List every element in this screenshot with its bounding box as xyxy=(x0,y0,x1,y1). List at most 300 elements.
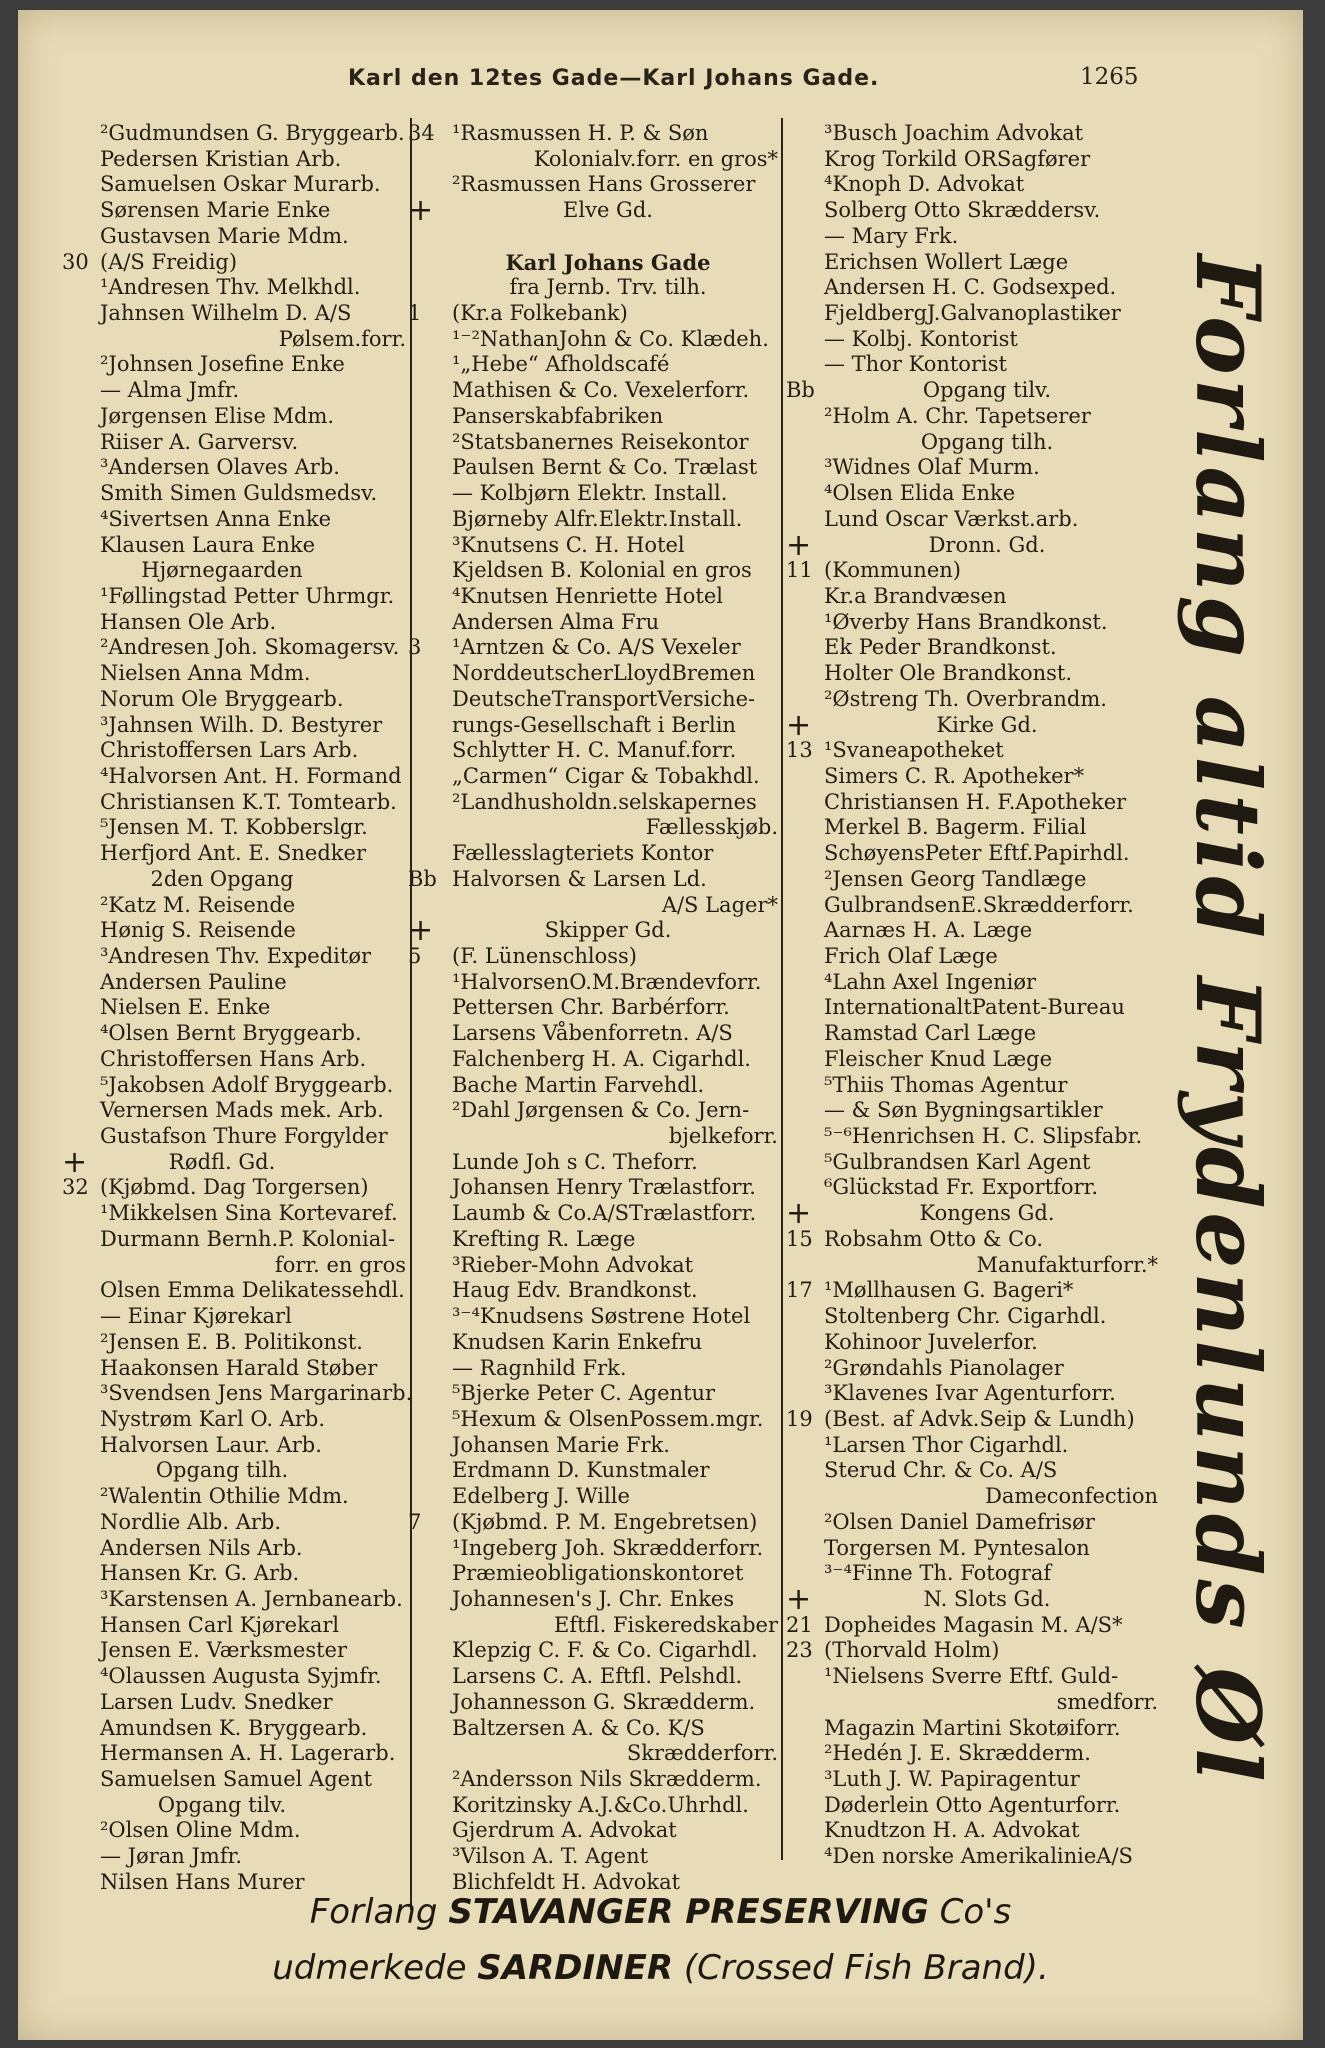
entry-text: — Kolbjørn Elektr. Install. xyxy=(452,481,728,506)
directory-entry xyxy=(38,147,406,173)
directory-entry xyxy=(408,1330,778,1356)
directory-entry xyxy=(38,1144,406,1180)
directory-entry xyxy=(38,1510,406,1536)
house-number: 1 xyxy=(408,301,422,326)
directory-entry xyxy=(408,1587,778,1613)
directory-entry xyxy=(38,815,406,841)
entry-text: Hansen Kr. G. Arb. xyxy=(100,1561,300,1586)
entry-text: ³Knutsens C. H. Hotel xyxy=(452,532,685,557)
directory-entry xyxy=(786,1716,1158,1742)
directory-entry xyxy=(38,455,406,481)
house-number: 19 xyxy=(786,1406,813,1431)
entry-text: Andersen Nils Arb. xyxy=(100,1535,303,1560)
entry-text: Panserskabfabriken xyxy=(452,403,664,428)
entry-text: Johannesen's J. Chr. Enkes xyxy=(452,1586,735,1611)
entry-text: Dameconfection xyxy=(985,1484,1158,1509)
entry-text: Solberg Otto Skræddersv. xyxy=(824,198,1101,223)
bottom-ad-brand: STAVANGER PRESERVING xyxy=(448,1892,929,1932)
bottom-ad-line-1 xyxy=(18,1892,1303,1932)
directory-entry xyxy=(408,635,778,661)
entry-text: ⁴Knoph D. Advokat xyxy=(824,172,1025,197)
directory-entry xyxy=(38,610,406,636)
entry-text: ²Olsen Oline Mdm. xyxy=(100,1818,301,1843)
entry-text: DeutscheTransportVersiche- xyxy=(452,686,756,711)
directory-entry xyxy=(38,687,406,713)
entry-text: (Kommunen) xyxy=(824,558,961,583)
entry-text: Nordlie Alb. Arb. xyxy=(100,1509,282,1534)
directory-entry xyxy=(408,790,778,816)
directory-entry xyxy=(38,790,406,816)
entry-text: (F. Lünenschloss) xyxy=(452,944,637,968)
directory-entry xyxy=(786,918,1158,944)
directory-entry xyxy=(38,1613,406,1639)
directory-entry xyxy=(786,1561,1158,1587)
entry-text: Erdmann D. Kunstmaler xyxy=(452,1458,710,1483)
entry-text: ¹Svaneapotheket xyxy=(824,738,1004,763)
entry-text: ³Rieber-Mohn Advokat xyxy=(452,1252,694,1277)
entry-text: Jensen E. Værksmester xyxy=(100,1638,347,1663)
entry-text: Ramstad Carl Læge xyxy=(824,1021,1037,1046)
entry-text: ⁵Thiis Thomas Agentur xyxy=(824,1072,1068,1097)
entry-text: ⁵Jakobsen Adolf Bryggearb. xyxy=(100,1072,394,1097)
directory-entry xyxy=(38,918,406,944)
directory-entry xyxy=(786,1818,1158,1844)
directory-entry xyxy=(408,404,778,430)
street-crossing-mark: + xyxy=(408,913,434,949)
directory-entry xyxy=(38,1587,406,1613)
directory-entry xyxy=(38,1664,406,1690)
directory-entry xyxy=(408,193,778,229)
entry-text: Christiansen K.T. Tomtearb. xyxy=(100,789,397,814)
directory-entry xyxy=(38,1793,406,1819)
entry-text: (Thorvald Holm) xyxy=(824,1638,1000,1663)
directory-entry xyxy=(786,841,1158,867)
entry-text: (Best. af Advk.Seip & Lundh) xyxy=(824,1406,1135,1431)
directory-entry xyxy=(786,1844,1158,1870)
entry-text: NorddeutscherLloydBremen xyxy=(452,661,756,686)
directory-entry xyxy=(38,1278,406,1304)
entry-text: Hansen Ole Arb. xyxy=(100,609,277,634)
page-header xyxy=(18,58,1303,98)
directory-entry xyxy=(408,1844,778,1870)
entry-text: ¹⁻²NathanJohn & Co. Klædeh. xyxy=(452,326,769,351)
entry-text: Skipper Gd. xyxy=(544,918,672,943)
house-number: 34 xyxy=(408,121,435,145)
house-number: Bb xyxy=(408,866,437,891)
directory-entry xyxy=(786,558,1158,584)
directory-entry xyxy=(408,1407,778,1433)
bottom-ad-line2-pre: udmerkede xyxy=(272,1948,478,1988)
entry-text: smedforr. xyxy=(1056,1689,1158,1714)
entry-text: Lunde Joh s C. Theforr. xyxy=(452,1149,698,1174)
directory-entry xyxy=(408,1767,778,1793)
directory-entry xyxy=(38,1433,406,1459)
directory-entry xyxy=(408,584,778,610)
house-number: 13 xyxy=(786,738,813,763)
entry-text: Magazin Martini Skotøiforr. xyxy=(824,1715,1121,1740)
directory-entry xyxy=(408,1356,778,1382)
directory-entry xyxy=(786,1433,1158,1459)
entry-text: Jahnsen Wilhelm D. A/S xyxy=(100,301,352,326)
entry-text: ⁵⁻⁶Henrichsen H. C. Slipsfabr. xyxy=(824,1124,1143,1149)
directory-entry xyxy=(38,558,406,584)
bottom-ad-line-2 xyxy=(18,1948,1303,1988)
directory-entry xyxy=(38,404,406,430)
entry-text: (Kjøbmd. Dag Torgersen) xyxy=(100,1175,369,1200)
directory-entry xyxy=(38,507,406,533)
directory-entry xyxy=(786,1124,1158,1150)
entry-text: Pettersen Chr. Barbérforr. xyxy=(452,995,730,1020)
directory-entry xyxy=(786,610,1158,636)
entry-text: ³Vilson A. T. Agent xyxy=(452,1844,649,1869)
entry-text: Lund Oscar Værkst.arb. xyxy=(824,506,1079,531)
entry-text: „Carmen“ Cigar & Tobakhdl. xyxy=(452,763,760,788)
street-crossing-mark: + xyxy=(62,1144,88,1180)
entry-text: ¹Ingeberg Joh. Skrædderforr. xyxy=(452,1535,764,1560)
entry-text: forr. en gros xyxy=(274,1252,406,1277)
entry-text: ³Andresen Thv. Expeditør xyxy=(100,944,372,968)
directory-entry xyxy=(786,867,1158,893)
entry-text: ¹Andresen Thv. Melkhdl. xyxy=(100,275,361,300)
directory-entry xyxy=(786,507,1158,533)
directory-entry xyxy=(408,841,778,867)
entry-text: Døderlein Otto Agenturforr. xyxy=(824,1792,1121,1817)
entry-text: Baltzersen A. & Co. K/S xyxy=(452,1715,705,1740)
entry-text: ⁴Knutsen Henriette Hotel xyxy=(452,583,723,608)
entry-text: (Kr.a Folkebank) xyxy=(452,301,628,326)
entry-text: Kongens Gd. xyxy=(919,1201,1055,1226)
entry-text: Bjørneby Alfr.Elektr.Install. xyxy=(452,506,743,531)
entry-text: — Kolbj. Kontorist xyxy=(824,326,1018,351)
directory-entry xyxy=(786,661,1158,687)
entry-text: ²Andersson Nils Skrædderm. xyxy=(452,1767,762,1791)
entry-text: Robsahm Otto & Co. xyxy=(824,1226,1044,1251)
directory-entry xyxy=(38,1253,406,1279)
entry-text: Edelberg J. Wille xyxy=(452,1484,630,1509)
entry-text: Ek Peder Brandkonst. xyxy=(824,635,1057,660)
directory-entry xyxy=(38,1690,406,1716)
house-number: 5 xyxy=(408,944,422,968)
entry-text: ¹Rasmussen H. P. & Søn xyxy=(452,121,709,145)
directory-entry xyxy=(38,533,406,559)
directory-entry xyxy=(408,481,778,507)
bottom-ad-line2-post: (Crossed Fish Brand). xyxy=(673,1948,1049,1988)
directory-entry xyxy=(786,250,1158,276)
entry-text: — Jøran Jmfr. xyxy=(100,1844,243,1869)
entry-text: Erichsen Wollert Læge xyxy=(824,249,1069,274)
directory-entry xyxy=(408,1047,778,1073)
directory-entry xyxy=(408,1381,778,1407)
entry-text: Knudsen Karin Enkefru xyxy=(452,1329,703,1354)
directory-entry xyxy=(38,738,406,764)
entry-text: Manufakturforr.* xyxy=(976,1252,1158,1277)
directory-entry xyxy=(786,764,1158,790)
directory-entry xyxy=(38,1201,406,1227)
directory-entry xyxy=(408,867,778,893)
directory-entry xyxy=(38,893,406,919)
directory-entry xyxy=(408,1561,778,1587)
entry-text: Larsens Våbenforretn. A/S xyxy=(452,1021,733,1046)
directory-entry xyxy=(38,1381,413,1407)
directory-entry xyxy=(786,275,1158,301)
directory-entry xyxy=(786,790,1158,816)
entry-text: ⁴Olaussen Augusta Syjmfr. xyxy=(100,1664,382,1689)
directory-entry xyxy=(786,172,1158,198)
directory-entry xyxy=(786,430,1158,456)
directory-entry xyxy=(408,558,778,584)
directory-entry xyxy=(786,147,1158,173)
entry-text: Johannesson G. Skrædderm. xyxy=(452,1689,756,1714)
street-crossing-mark: + xyxy=(408,193,434,229)
entry-text: ¹Arntzen & Co. A/S Vexeler xyxy=(452,635,741,660)
entry-text: ³Klavenes Ivar Agenturforr. xyxy=(824,1381,1116,1406)
entry-text: Falchenberg H. A. Cigarhdl. xyxy=(452,1046,751,1071)
column-divider-right xyxy=(781,118,783,1860)
directory-entry xyxy=(408,738,778,764)
entry-text: ²Rasmussen Hans Grosserer xyxy=(452,172,756,197)
entry-text: Dopheides Magasin M. A/S* xyxy=(824,1612,1123,1637)
entry-text: ³Jahnsen Wilh. D. Bestyrer xyxy=(100,712,383,737)
directory-entry xyxy=(38,713,406,739)
entry-text: Nystrøm Karl O. Arb. xyxy=(100,1406,326,1431)
entry-text: Smith Simen Guldsmedsv. xyxy=(100,481,378,506)
entry-text: Nielsen E. Enke xyxy=(100,995,271,1020)
entry-text: Knudtzon H. A. Advokat xyxy=(824,1818,1080,1843)
directory-entry xyxy=(408,352,778,378)
entry-text: Larsens C. A. Eftfl. Pelshdl. xyxy=(452,1664,743,1689)
directory-entry xyxy=(786,1150,1158,1176)
directory-entry xyxy=(786,1098,1158,1124)
entry-text: Pølsem.forr. xyxy=(278,326,406,351)
entry-text: (A/S Freidig) xyxy=(100,249,238,274)
entry-text: Aarnæs H. A. Læge xyxy=(824,918,1033,943)
directory-entry xyxy=(786,1278,1158,1304)
directory-entry xyxy=(408,764,778,790)
directory-entry xyxy=(408,507,778,533)
street-crossing-mark: + xyxy=(786,1196,812,1232)
directory-entry xyxy=(786,1484,1158,1510)
entry-text: ⁴Lahn Axel Ingeniør xyxy=(824,969,1037,994)
directory-entry xyxy=(38,867,406,893)
entry-text: ²Jensen Georg Tandlæge xyxy=(824,866,1087,891)
directory-entry xyxy=(408,533,778,559)
street-crossing-mark: + xyxy=(786,707,812,743)
directory-page xyxy=(18,10,1303,2040)
directory-entry xyxy=(38,1304,406,1330)
directory-column-right xyxy=(786,121,1158,1870)
entry-text: Stoltenberg Chr. Cigarhdl. xyxy=(824,1304,1107,1329)
street-crossing-mark: + xyxy=(786,527,812,563)
directory-entry xyxy=(38,1124,406,1150)
directory-entry xyxy=(38,995,406,1021)
directory-entry xyxy=(786,1793,1158,1819)
house-number: 21 xyxy=(786,1612,813,1637)
directory-entry xyxy=(408,327,778,353)
entry-text: — Einar Kjørekarl xyxy=(100,1304,292,1329)
directory-entry xyxy=(408,1201,778,1227)
directory-entry xyxy=(408,378,778,404)
directory-entry xyxy=(38,1407,406,1433)
entry-text: Bache Martin Farvehdl. xyxy=(452,1072,705,1097)
directory-entry xyxy=(408,1150,778,1176)
directory-entry xyxy=(408,430,778,456)
directory-entry xyxy=(408,1510,778,1536)
entry-text: — & Søn Bygningsartikler xyxy=(824,1098,1103,1123)
house-number: 32 xyxy=(62,1175,89,1200)
entry-text: Riiser A. Garversv. xyxy=(100,429,299,454)
entry-text: ²Hedén J. E. Skrædderm. xyxy=(824,1741,1091,1766)
directory-entry xyxy=(786,224,1158,250)
page-title: Karl den 12tes Gade—Karl Johans Gade. xyxy=(348,66,880,91)
entry-text: Herfjord Ant. E. Snedker xyxy=(100,841,366,866)
directory-entry xyxy=(38,1638,406,1664)
directory-entry xyxy=(408,121,778,147)
entry-text: Blichfeldt H. Advokat xyxy=(452,1869,681,1894)
directory-entry xyxy=(786,1330,1158,1356)
directory-entry xyxy=(786,1510,1158,1536)
entry-text: ¹Møllhausen G. Bageri* xyxy=(824,1278,1074,1303)
directory-entry xyxy=(786,1536,1158,1562)
directory-entry xyxy=(786,1664,1158,1690)
directory-entry xyxy=(786,1581,1158,1617)
directory-entry xyxy=(38,584,406,610)
entry-text: Christoffersen Hans Arb. xyxy=(100,1046,367,1071)
directory-entry xyxy=(38,1356,406,1382)
directory-entry xyxy=(38,172,406,198)
directory-entry xyxy=(408,661,778,687)
entry-text: Andersen Pauline xyxy=(100,969,287,994)
directory-entry xyxy=(38,121,406,147)
entry-text: Krog Torkild ORSagfører xyxy=(824,146,1091,171)
directory-entry xyxy=(786,944,1158,970)
directory-entry xyxy=(408,1484,778,1510)
directory-entry xyxy=(38,481,406,507)
entry-text: Norum Ole Bryggearb. xyxy=(100,686,344,711)
entry-text: Klausen Laura Enke xyxy=(100,532,316,557)
entry-text: Andersen H. C. Godsexped. xyxy=(824,275,1117,300)
entry-text: Hjørnegaarden xyxy=(141,558,303,583)
street-crossing-mark: + xyxy=(786,1581,812,1617)
directory-entry xyxy=(408,1227,778,1253)
entry-text: Frich Olaf Læge xyxy=(824,944,998,968)
entry-text: ¹HalvorsenO.M.Brændevforr. xyxy=(452,969,762,994)
directory-entry xyxy=(408,1793,778,1819)
directory-entry xyxy=(786,1253,1158,1279)
directory-entry xyxy=(786,481,1158,507)
entry-text: Sørensen Marie Enke xyxy=(100,198,331,223)
entry-text: Fleischer Knud Læge xyxy=(824,1046,1053,1071)
directory-entry xyxy=(786,352,1158,378)
entry-text: Hønig S. Reisende xyxy=(100,918,296,943)
directory-entry xyxy=(38,1818,406,1844)
entry-text: ²Gudmundsen G. Bryggearb. xyxy=(100,121,405,145)
bottom-ad-line1-post: Co's xyxy=(928,1892,1012,1932)
entry-text: ⁴Sivertsen Anna Enke xyxy=(100,506,332,531)
directory-entry xyxy=(38,841,406,867)
directory-entry xyxy=(408,1818,778,1844)
entry-text: Mathisen & Co. Vexelerforr. xyxy=(452,378,750,403)
entry-text: — Alma Jmfr. xyxy=(100,378,240,403)
entry-text: Gustavsen Marie Mdm. xyxy=(100,223,349,248)
entry-text: Eftfl. Fiskeredskaber xyxy=(554,1612,778,1637)
directory-entry xyxy=(786,1767,1158,1793)
directory-entry xyxy=(38,944,406,970)
entry-text: Dronn. Gd. xyxy=(928,532,1046,557)
entry-text: N. Slots Gd. xyxy=(923,1586,1051,1611)
directory-entry xyxy=(408,250,778,276)
entry-text: ¹Larsen Thor Cigarhdl. xyxy=(824,1432,1069,1457)
directory-entry xyxy=(408,1073,778,1099)
directory-entry xyxy=(38,378,406,404)
entry-text: Samuelsen Oskar Murarb. xyxy=(100,172,381,197)
directory-entry xyxy=(38,1073,406,1099)
directory-column-middle xyxy=(408,121,778,1896)
entry-text: Kolonialv.forr. en gros* xyxy=(533,146,778,171)
entry-text: Johansen Marie Frk. xyxy=(452,1432,670,1457)
house-number: 3 xyxy=(408,635,422,660)
directory-entry xyxy=(408,1098,778,1124)
vertical-ad-text: Forlang altid Frydenlunds Øl xyxy=(1176,254,1280,1786)
directory-entry xyxy=(786,707,1158,743)
directory-entry xyxy=(408,1021,778,1047)
directory-entry xyxy=(408,1304,778,1330)
directory-entry xyxy=(38,661,406,687)
entry-text: Haug Edv. Brandkonst. xyxy=(452,1278,698,1303)
directory-entry xyxy=(408,970,778,996)
directory-entry xyxy=(38,352,406,378)
entry-text: fra Jernb. Trv. tilh. xyxy=(509,275,707,300)
entry-text: ²Johnsen Josefine Enke xyxy=(100,352,345,377)
directory-entry xyxy=(38,1047,406,1073)
directory-entry xyxy=(408,610,778,636)
entry-text: ⁶Glückstad Fr. Exportforr. xyxy=(824,1175,1099,1200)
directory-entry xyxy=(786,635,1158,661)
entry-text: Jørgensen Elise Mdm. xyxy=(100,403,335,428)
entry-text: Holter Ole Brandkonst. xyxy=(824,661,1073,686)
page-number: 1265 xyxy=(1080,64,1139,90)
entry-text: Durmann Bernh.P. Kolonial- xyxy=(100,1226,396,1251)
entry-text: ²Holm A. Chr. Tapetserer xyxy=(824,403,1091,428)
entry-text: Kirke Gd. xyxy=(936,712,1038,737)
directory-entry xyxy=(38,1844,406,1870)
entry-text: ¹Føllingstad Petter Uhrmgr. xyxy=(100,583,395,608)
directory-entry xyxy=(786,1021,1158,1047)
vertical-advertisement xyxy=(1168,254,1288,1786)
directory-entry xyxy=(786,584,1158,610)
entry-text: ³⁻⁴Finne Th. Fotograf xyxy=(824,1561,1052,1586)
directory-entry xyxy=(38,250,406,276)
entry-text: ²Walentin Othilie Mdm. xyxy=(100,1484,349,1509)
entry-text: InternationaltPatent-Bureau xyxy=(824,995,1125,1020)
entry-text: Nilsen Hans Murer xyxy=(100,1869,305,1894)
directory-entry xyxy=(786,527,1158,563)
entry-text: ¹Nielsens Sverre Eftf. Guld- xyxy=(824,1664,1119,1689)
entry-text: Hansen Carl Kjørekarl xyxy=(100,1612,340,1637)
entry-text: ²Statsbanernes Reisekontor xyxy=(452,429,749,454)
directory-entry xyxy=(408,275,778,301)
directory-entry xyxy=(38,1330,406,1356)
entry-text: ³Svendsen Jens Margarinarb. xyxy=(100,1381,413,1406)
directory-entry xyxy=(38,1227,406,1253)
entry-text: Fællesskjøb. xyxy=(645,815,778,840)
directory-entry xyxy=(38,1484,406,1510)
entry-text: ³Andersen Olaves Arb. xyxy=(100,455,340,480)
entry-text: ²Landhusholdn.selskapernes xyxy=(452,789,757,814)
house-number: 17 xyxy=(786,1278,813,1303)
entry-text: Klepzig C. F. & Co. Cigarhdl. xyxy=(452,1638,758,1663)
entry-text: Krefting R. Læge xyxy=(452,1226,636,1251)
entry-text: Opgang tilh. xyxy=(920,429,1054,454)
